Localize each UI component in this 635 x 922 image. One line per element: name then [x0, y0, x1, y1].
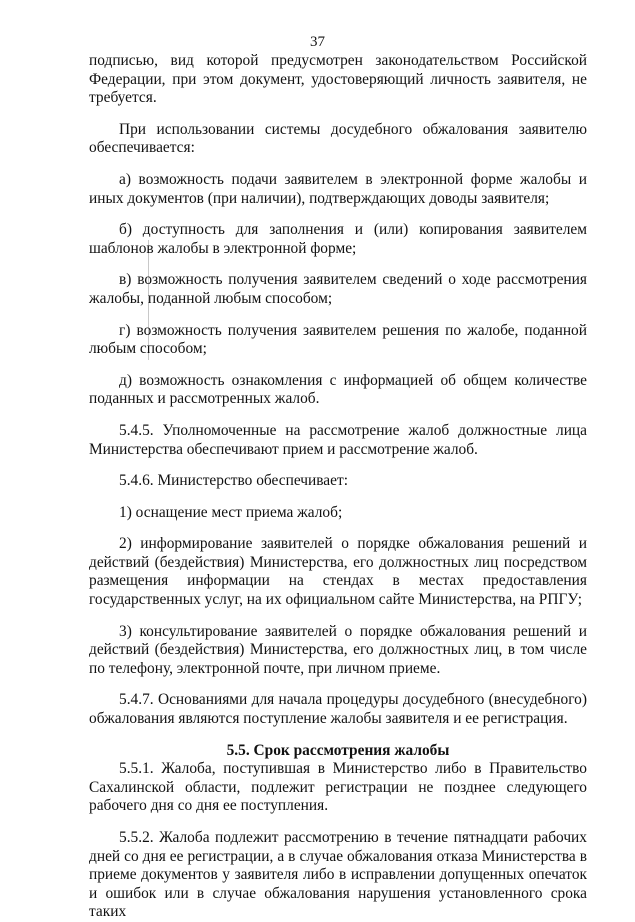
document-body — [89, 52, 587, 922]
list-item-2: 2) информирование заявителей о порядке обжалования решений и действий (бездействия) Министерства, его должностных лиц посредством размещения информации на стендах в местах предоставления государственных услуг, на их официальном сайте Министерства, на РПГУ; — [89, 535, 587, 609]
list-item-3: 3) консультирование заявителей о порядке обжалования решений и действий (бездействия) Министерства, его должностных лиц, в том числе по телефону, электронной почте, при личном приеме. — [89, 622, 587, 677]
paragraph-5-4-6: 5.4.6. Министерство обеспечивает: — [119, 472, 348, 490]
list-item-g: г) возможность получения заявителем решения по жалобе, поданной любым способом; — [89, 321, 587, 358]
list-item-a: а) возможность подачи заявителем в электронной форме жалобы и иных документов (при наличии), подтверждающих доводы заявителя; — [89, 170, 587, 207]
page-number: 37 — [310, 34, 325, 50]
section-heading: 5.5. Срок рассмотрения жалобы — [226, 741, 450, 759]
list-item-1: 1) оснащение мест приема жалоб; — [119, 503, 343, 521]
list-item-v: в) возможность получения заявителем сведений о ходе рассмотрения жалобы, поданной любым способом; — [89, 271, 587, 307]
paragraph-continuation: подписью, вид которой предусмотрен законодательством Российской Федерации, при этом документ, удостоверяющий личность заявителя, не требуется. — [89, 52, 587, 107]
list-item-b: б) доступность для заполнения и (или) копирования заявителем шаблонов жалобы в электронной форме; — [89, 221, 587, 257]
paragraph-appeal-system: При использовании системы досудебного обжалования заявителю обеспечивается: — [89, 120, 587, 157]
paragraph-5-5-2: 5.5.2. Жалоба подлежит рассмотрению в течение пятнадцати рабочих дней со дня ее регистрации, а в случае обжалования отказа Министерства в приеме документов у заявителя либо в исправлении допущенных опечаток и ошибок или в случае обжалования нарушения установленного срока таких — [89, 829, 587, 921]
list-item-d: д) возможность ознакомления с информацией об общем количестве поданных и рассмотренных жалоб. — [89, 371, 587, 408]
paragraph-5-5-1: 5.5.1. Жалоба, поступившая в Министерство либо в Правительство Сахалинской области, подлежит регистрации не позднее следующего рабочего дня со дня ее поступления. — [89, 760, 587, 815]
paragraph-5-4-7: 5.4.7. Основаниями для начала процедуры досудебного (внесудебного) обжалования являются поступление жалобы заявителя и ее регистрация. — [89, 691, 587, 728]
paragraph-5-4-5: 5.4.5. Уполномоченные на рассмотрение жалоб должностные лица Министерства обеспечивают прием и рассмотрение жалоб. — [89, 421, 587, 458]
